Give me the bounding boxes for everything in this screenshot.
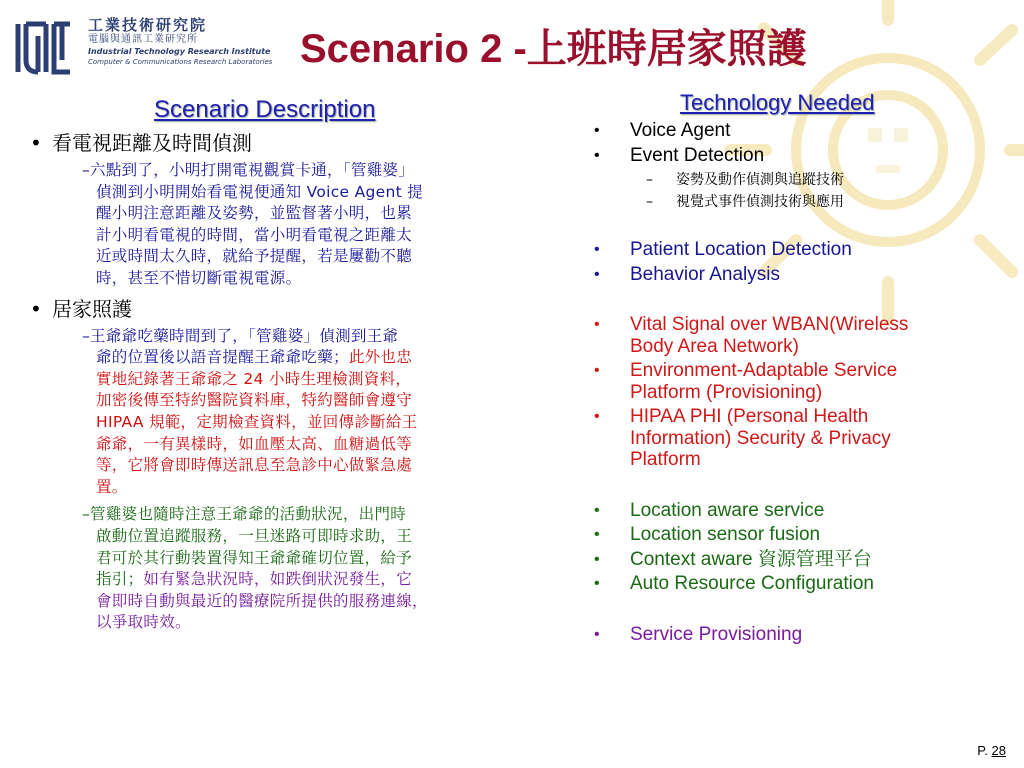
bullet-dot: • (594, 526, 600, 543)
scenario-detail-text: 君可於其行動裝置得知王爺爺確切位置，給予 (96, 548, 413, 567)
itri-logo (14, 10, 284, 80)
scenario-detail-text: 醒小明注意距離及姿勢，並監督著小明，也累 (96, 204, 413, 223)
bullet-dot: • (594, 501, 600, 519)
section-spacer (594, 598, 1004, 624)
technology-item (594, 239, 1004, 261)
scenario-detail-text: 偵測到小明開始看電視便通知 Voice Agent 提 (96, 182, 424, 201)
bullet-dot: • (594, 122, 600, 139)
bullet-dot: • (594, 241, 600, 258)
scenario-detail-text: 近或時間太久時，就給予提醒，若是屢勸不聽 (96, 247, 413, 266)
technology-needed-column (594, 120, 1004, 648)
technology-item-text: Vital Signal over WBAN(Wireless (630, 314, 909, 335)
technology-item-text: Body Area Network) (630, 335, 799, 357)
scenario-detail-line (82, 434, 560, 456)
scenario-detail-line (82, 526, 560, 548)
scenario-detail (22, 504, 560, 634)
scenario-detail-line (82, 548, 560, 570)
technology-item (594, 120, 1004, 142)
technology-item-text: HIPAA PHI (Personal Health (630, 406, 869, 427)
scenario-detail-line (82, 182, 560, 204)
technology-item (594, 524, 1004, 546)
scenario-detail-text: 以爭取時效。 (96, 613, 191, 632)
section-spacer (594, 213, 1004, 239)
scenario-detail-text: 爺爺，一有異樣時，如血壓太高、血糖過低等 (96, 434, 413, 453)
scenario-detail-text: 時，甚至不惜切斷電視電源。 (96, 268, 302, 287)
technology-item-text: Environment-Adaptable Service (630, 360, 898, 381)
bullet-dot: • (594, 265, 600, 283)
bullet-dot: • (594, 625, 600, 643)
scenario-detail-text: –王爺爺吃藥時間到了，「管雞婆」偵測到王爺 (82, 326, 399, 345)
technology-item-text: Patient Location Detection (630, 239, 852, 260)
technology-item-text: Context aware 資源管理平台 (630, 548, 872, 570)
scenario-detail-line (82, 268, 560, 290)
technology-needed-heading: Technology Needed (680, 90, 875, 115)
scenario-detail-line (82, 246, 560, 268)
technology-item-text: Service Provisioning (630, 623, 803, 645)
bullet-dot: • (30, 131, 42, 155)
slide-title: Scenario 2 -上班時居家照護 (300, 27, 807, 71)
scenario-detail-text: 等，它將會即時傳送訊息至急診中心做緊急處 (96, 456, 413, 475)
bullet-dot: • (30, 296, 42, 321)
scenario-detail-text: –管雞婆也隨時注意王爺爺的活動狀況，出門時 (82, 505, 407, 524)
technology-subitem-text: 姿勢及動作偵測與追蹤技術 (676, 172, 844, 188)
scenario-detail-line (82, 504, 560, 526)
section-spacer (594, 288, 1004, 314)
scenario-detail-text: 加密後傳至特約醫院資料庫，特約醫師會遵守 (96, 391, 413, 410)
logo-zh-name: 工業技術研究院 (88, 16, 208, 34)
technology-item (594, 624, 1004, 646)
scenario-detail-text: 會即時自動與最近的醫療院所提供的服務連線， (96, 591, 428, 610)
logo-zh-unit: 電腦與通訊工業研究所 (88, 34, 198, 45)
technology-item-text: Location sensor fusion (630, 524, 821, 545)
technology-item-text: Information) Security & Privacy (630, 427, 891, 449)
technology-item (594, 145, 1004, 167)
bullet-dot: • (594, 550, 600, 568)
page-prefix: P. (977, 743, 988, 758)
scenario-detail-text: 計小明看電視的時間，當小明看電視之距離太 (96, 225, 413, 244)
scenario-description-heading: Scenario Description (154, 96, 376, 123)
page-number (977, 743, 1006, 758)
scenario-bullet (22, 130, 560, 156)
scenario-detail-line (82, 160, 560, 182)
technology-item-text: Voice Agent (630, 120, 731, 141)
technology-item (594, 573, 1004, 595)
technology-subitem (594, 169, 1004, 191)
scenario-detail-text: –六點到了，小明打開電視觀賞卡通，「管雞婆」 (82, 161, 415, 179)
technology-item (594, 360, 1004, 403)
bullet-dot: • (594, 408, 600, 425)
dash-marker: – (646, 172, 653, 188)
technology-item (594, 549, 1004, 571)
technology-subitem-text: 視覺式事件偵測技術與應用 (676, 194, 844, 210)
scenario-detail (22, 160, 560, 290)
scenario-detail-line (82, 569, 560, 591)
section-spacer (594, 474, 1004, 500)
scenario-bullet (22, 296, 560, 322)
bullet-dot: • (594, 316, 600, 333)
scenario-detail-text: 啟動位置追蹤服務，一旦迷路可即時求助，王 (96, 526, 413, 545)
scenario-detail-line (82, 225, 560, 247)
scenario-detail-line (82, 412, 560, 434)
page-number-value: 28 (991, 743, 1006, 758)
scenario-bullet-text: 居家照護 (52, 296, 132, 321)
scenario-detail-text: HIPAA 規範，定期檢查資料，並回傳診斷給王 (96, 412, 418, 431)
scenario-detail-line (82, 612, 560, 634)
scenario-bullet-text: 看電視距離及時間偵測 (52, 131, 252, 155)
scenario-detail-line (82, 390, 560, 412)
technology-item-text: Auto Resource Configuration (630, 573, 874, 594)
technology-item-text: Location aware service (630, 499, 825, 521)
technology-item-text: Behavior Analysis (630, 263, 780, 285)
scenario-description-column (22, 130, 560, 640)
scenario-detail-line (82, 591, 560, 613)
technology-item (594, 406, 1004, 471)
technology-item (594, 264, 1004, 286)
scenario-detail-text: 實地紀錄著王爺爺之 24 小時生理檢測資料， (96, 369, 412, 388)
scenario-detail-line (82, 347, 560, 369)
logo-text (88, 16, 288, 68)
logo-en-name: Industrial Technology Research Institute (88, 47, 271, 56)
bullet-dot: • (594, 575, 600, 592)
scenario-detail-line (82, 477, 560, 499)
bullet-dot: • (594, 362, 600, 379)
technology-item (594, 500, 1004, 522)
technology-item-text: Platform (630, 449, 701, 470)
scenario-detail-line (82, 369, 560, 391)
logo-en-unit: Computer & Communications Research Laboratories (88, 58, 273, 66)
scenario-detail-text: 爺的位置後以語音提醒王爺爺吃藥； (96, 348, 349, 367)
scenario-detail-text: 置。 (96, 477, 128, 496)
scenario-detail-text: 指引； (96, 570, 144, 589)
scenario-detail-line (82, 203, 560, 225)
dash-marker: – (646, 194, 653, 210)
scenario-detail (22, 326, 560, 499)
technology-subitem (594, 191, 1004, 213)
scenario-detail-line (82, 326, 560, 348)
technology-item-text: Event Detection (630, 144, 765, 166)
scenario-detail-text: 此外也忠 (348, 348, 413, 367)
scenario-detail-text: 如有緊急狀況時，如跌倒狀況發生，它 (143, 570, 413, 589)
itri-logo-mark-icon (14, 18, 74, 78)
scenario-detail-line (82, 455, 560, 477)
bullet-dot: • (594, 146, 600, 164)
technology-item-text: Platform (Provisioning) (630, 381, 823, 403)
technology-item (594, 314, 1004, 357)
